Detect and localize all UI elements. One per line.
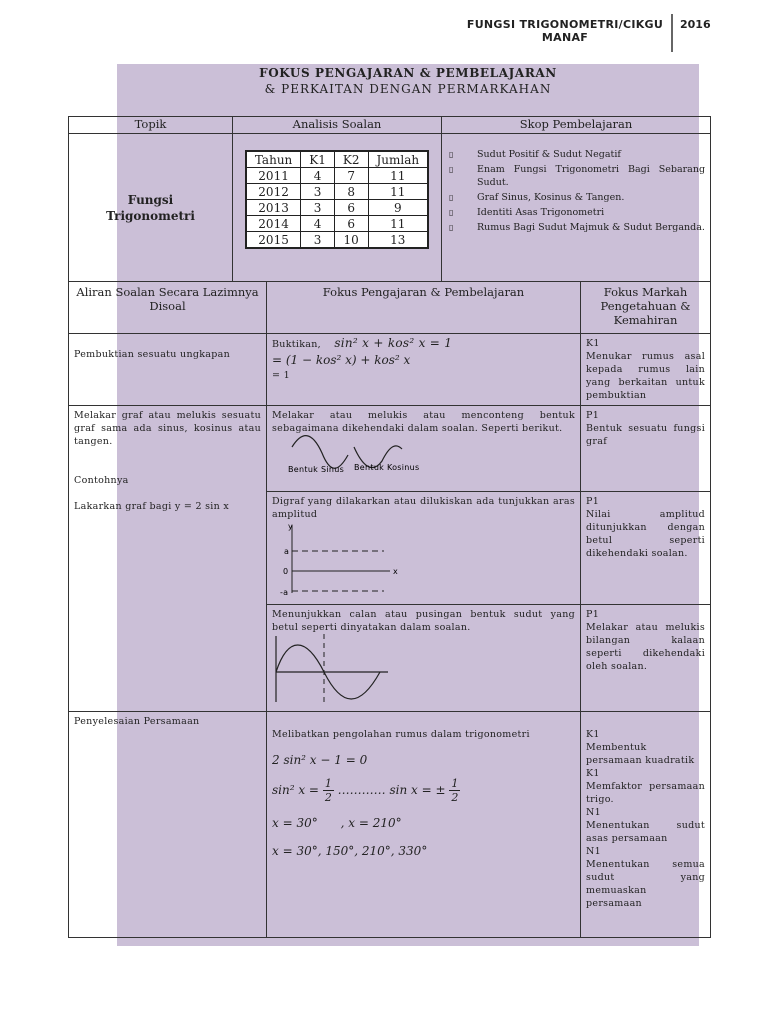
analysis-cell-k2: 6 [334, 216, 368, 232]
row2-fokus-b-text: Digraf yang dilakarkan atau dilukiskan ada tunjukkan aras amplitud [272, 496, 576, 520]
analysis-cell-k2: 6 [334, 200, 368, 216]
row2-markah-a [581, 406, 711, 492]
analysis-cell-k2: 10 [334, 232, 368, 249]
skop-item: ▯ Identiti Asas Trigonometri [449, 207, 605, 218]
header-skop: Skop Pembelajaran [442, 117, 711, 134]
analysis-row [246, 232, 428, 249]
skop-item: ▯ Sudut Positif & Sudut Negatif [449, 149, 621, 160]
row3-eq1: 2 sin² x − 1 = 0 [272, 753, 368, 767]
analysis-cell-jumlah: 13 [368, 232, 428, 249]
amplitude-graph [272, 521, 572, 597]
skop-item: ▯ Graf Sinus, Kosinus & Tangen. [449, 192, 625, 203]
row2-markah-b-code: P1 [586, 496, 600, 507]
header-analisis: Analisis Soalan [233, 117, 442, 134]
row1-markah [581, 334, 711, 406]
row1-eq3: = 1 [272, 370, 290, 381]
header-topik: Topik [69, 117, 233, 134]
row3-aliran: Penyelesaian Persamaan [69, 712, 267, 938]
analysis-cell-k2: 7 [334, 168, 368, 184]
row3-markah-code: K1 [586, 729, 600, 740]
row3-markah-text: Menentukan semua sudut yang memuaskan persamaan [586, 859, 706, 909]
row3-markah-text: Membentuk persamaan kuadratik [586, 742, 695, 766]
row2-markah-c-code: P1 [586, 609, 600, 620]
row2-fokus-a [267, 406, 581, 492]
col-header-markah: Fokus Markah Pengetahuan & Kemahiran [581, 282, 711, 334]
analysis-cell-k1: 3 [301, 200, 335, 216]
analysis-col-header: K2 [334, 151, 368, 168]
analysis-cell-tahun: 2012 [246, 184, 301, 200]
analysis-cell-jumlah: 11 [368, 168, 428, 184]
row3-markah [581, 712, 711, 938]
document-title: FOKUS PENGAJARAN & PEMBELAJARAN [259, 66, 557, 80]
analysis-row [246, 168, 428, 184]
row1-markah-text: Menukar rumus asal kepada rumus lain yang berkaitan untuk pembuktian [586, 351, 706, 401]
analysis-col-header: K1 [301, 151, 335, 168]
analysis-cell-jumlah: 9 [368, 200, 428, 216]
row2-fokus-c-text: Menunjukkan calan atau pusingan bentuk sudut yang betul seperti dinyatakan dalam soalan. [272, 609, 576, 633]
row2-markah-a-text: Bentuk sesuatu fungsi graf [586, 423, 706, 447]
analysis-cell-jumlah: 11 [368, 216, 428, 232]
row1-fokus-label: Buktikan, [272, 339, 321, 350]
analysis-cell-k1: 4 [301, 216, 335, 232]
row2-fokus-c [267, 605, 581, 712]
header-divider [671, 14, 673, 52]
row1-eq1: sin² x + kos² x = 1 [334, 336, 453, 350]
fraction-half: $\frac{1}{2}$ [451, 777, 459, 804]
analysis-cell-k1: 4 [301, 168, 335, 184]
row3-fokus [267, 712, 581, 938]
row2-markah-c-text: Melakar atau melukis bilangan kalaan seperti dikehendaki oleh soalan. [586, 622, 706, 672]
sinus-kosinus-shapes [272, 435, 572, 475]
analysis-cell-k2: 8 [334, 184, 368, 200]
row2-markah-b-text: Nilai amplitud ditunjukkan dengan betul seperti dikehendaki soalan. [586, 509, 706, 559]
label-zero: 0 [283, 567, 289, 576]
skop-item: ▯ Rumus Bagi Sudut Majmuk & Sudut Berganda. [449, 222, 705, 233]
main-table [68, 116, 711, 938]
row3-eq3: x = 30° , x = 210° [272, 816, 402, 830]
col-header-fokus: Fokus Pengajaran & Pembelajaran [267, 282, 581, 334]
row3-eq2-dots: ………… [337, 783, 386, 797]
analysis-col-header: Tahun [246, 151, 301, 168]
analysis-table [245, 150, 429, 249]
row3-markah-code: N1 [586, 846, 601, 857]
row3-markah-text: Memfaktor persamaan trigo. [586, 781, 706, 805]
row2-aliran [69, 406, 267, 712]
analysis-cell-tahun: 2013 [246, 200, 301, 216]
topic-name: Fungsi Trigonometri [106, 192, 195, 223]
row3-markah-code: K1 [586, 768, 600, 779]
row2-markah-a-code: P1 [586, 410, 600, 421]
header-year: 2016 [680, 18, 711, 31]
analysis-row [246, 184, 428, 200]
row2-aliran-example-label: Contohnya [74, 475, 129, 486]
analysis-cell-jumlah: 11 [368, 184, 428, 200]
analysis-cell-tahun: 2011 [246, 168, 301, 184]
label-a: a [284, 547, 290, 556]
skop-cell [442, 134, 711, 282]
analysis-cell [233, 134, 442, 282]
row3-eq2-mid: sin x = ± [389, 783, 446, 797]
label-bentuk-sinus: Bentuk Sinus [288, 465, 345, 474]
row3-markah-code: N1 [586, 807, 601, 818]
row2-fokus-a-text: Melakar atau melukis atau menconteng bentuk sebagaimana dikehendaki dalam soalan. Seperti berikut. [272, 410, 576, 434]
analysis-cell-k1: 3 [301, 232, 335, 249]
row3-eq2-left: sin² x = [272, 783, 319, 797]
analysis-col-header: Jumlah [368, 151, 428, 168]
sinus-shape [292, 436, 348, 469]
analysis-cell-k1: 3 [301, 184, 335, 200]
period-graph [272, 634, 572, 704]
analysis-cell-tahun: 2015 [246, 232, 301, 249]
row2-fokus-b [267, 492, 581, 605]
row3-eq4: x = 30°, 150°, 210°, 330° [272, 844, 428, 858]
analysis-cell-tahun: 2014 [246, 216, 301, 232]
label-neg-a: -a [280, 588, 289, 597]
y-axis-label: y [288, 522, 294, 531]
skop-item: ▯ Enam Fungsi Trigonometri Bagi Sebarang Sudut. [449, 164, 706, 188]
row3-markah-text: Menentukan sudut asas persamaan [586, 820, 706, 844]
row1-markah-code: K1 [586, 338, 600, 349]
topic-cell [69, 134, 233, 282]
fraction-half: $\frac{1}{2}$ [324, 777, 332, 804]
row2-markah-c [581, 605, 711, 712]
header-title: FUNGSI TRIGONOMETRI/CIKGU MANAF [466, 18, 664, 44]
document-subtitle: & PERKAITAN DENGAN PERMARKAHAN [264, 82, 552, 96]
row3-fokus-intro: Melibatkan pengolahan rumus dalam trigonometri [272, 729, 530, 740]
label-bentuk-kosinus: Bentuk Kosinus [354, 463, 420, 472]
col-header-aliran: Aliran Soalan Secara Lazimnya Disoal [69, 282, 267, 334]
row2-aliran-text: Melakar graf atau melukis sesuatu graf sama ada sinus, kosinus atau tangen. [74, 410, 261, 447]
row2-markah-b [581, 492, 711, 605]
row1-fokus [267, 334, 581, 406]
analysis-row [246, 216, 428, 232]
row1-eq2: = (1 − kos² x) + kos² x [272, 353, 411, 367]
row2-aliran-example: Lakarkan graf bagi y = 2 sin x [74, 501, 230, 512]
row1-aliran: Pembuktian sesuatu ungkapan [69, 334, 267, 406]
skop-list [447, 148, 705, 234]
row3-eq2 [272, 777, 575, 804]
x-axis-label: x [393, 567, 399, 576]
analysis-row [246, 200, 428, 216]
